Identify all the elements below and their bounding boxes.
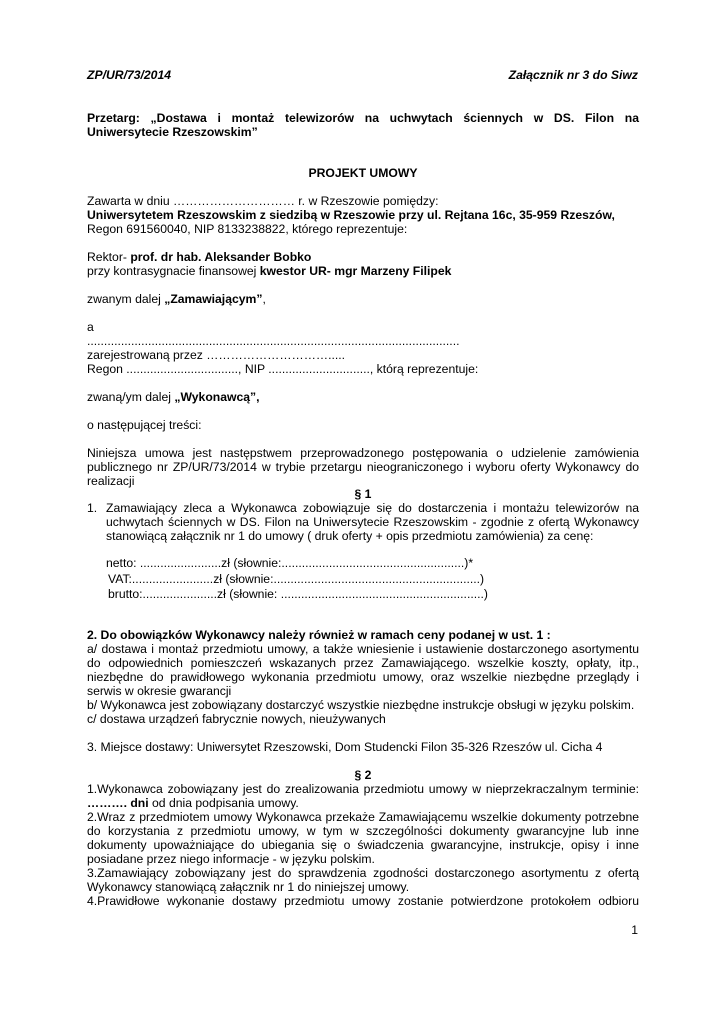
regon-line: Regon 691560040, NIP 8133238822, którego reprezentuje: bbox=[87, 222, 408, 236]
s1-p1-line2: uchwytach ściennych w DS. Filon na Uniwersytecie Rzeszowskim - zgodnie z ofertą Wykonawcy bbox=[106, 515, 639, 529]
s1-p1-line1: Zamawiający zleca a Wykonawca zobowiązuje się do dostarczenia i montażu telewizorów na bbox=[106, 501, 639, 515]
intro-line1: Niniejsza umowa jest następstwem przeprowadzonego postępowania o udzielenie zamówienia bbox=[87, 446, 639, 460]
contractor-name-blank: .............................................................................................................. bbox=[87, 334, 460, 348]
s1-a-line2: do odpowiednich pomieszczeń wskazanych przez Zamawiającego. wszelkie koszty, opłaty, itp., bbox=[87, 656, 639, 670]
university-line: Uniwersytetem Rzeszowskim z siedzibą w Rzeszowie przy ul. Rejtana 16c, 35-959 Rzeszów, bbox=[87, 208, 615, 222]
s1-c-line1: c/ dostawa urządzeń fabrycznie nowych, nieużywanych bbox=[87, 712, 386, 726]
content-line: o następującej treści: bbox=[87, 418, 202, 432]
contractor-name: „Wykonawcą”, bbox=[174, 390, 260, 404]
price-netto: netto: ........................zł (słownie:......................................................)* bbox=[106, 556, 474, 570]
tender-title-line1: Przetarg: „Dostawa i montaż telewizorów na uchwytach ściennych w DS. Filon na bbox=[87, 111, 639, 125]
s2-p1-days: ………. dni bbox=[87, 796, 149, 810]
s2-p1-line1: 1.Wykonawca zobowiązany jest do zrealizowania przedmiotu umowy w nieprzekraczalnym terminie: bbox=[87, 782, 639, 796]
section-2-heading: § 2 bbox=[354, 768, 372, 782]
called-line bbox=[87, 292, 266, 306]
and-line: a bbox=[87, 320, 94, 334]
s2-p2-line1: 2.Wraz z przedmiotem umowy Wykonawca przekaże Zamawiającemu wszelkie dokumenty potrzebne bbox=[87, 810, 639, 824]
rector-label: Rektor- bbox=[87, 250, 131, 264]
s2-p3-line2: Wykonawcy stanowiącą załącznik nr 1 do niniejszej umowy. bbox=[87, 880, 410, 894]
regon-nip-line: Regon ................................., NIP .............................., którą reprezentuje: bbox=[87, 362, 479, 376]
tender-title-line2: Uniwersytecie Rzeszowskim” bbox=[87, 125, 258, 139]
registered-line: zarejestrowaną przez …………………………..... bbox=[87, 348, 346, 362]
reference-number: ZP/UR/73/2014 bbox=[87, 68, 172, 82]
s1-p1-line3: stanowiącą załącznik nr 1 do umowy ( druk oferty + opis przedmiotu zamówienia) za cenę: bbox=[106, 529, 594, 543]
s1-a-line1: a/ dostawa i montaż przedmiotu umowy, a także wniesienie i ustawienie dostarczonego asortymentu bbox=[87, 642, 639, 656]
price-vat: VAT:........................zł (słownie:.............................................................) bbox=[108, 572, 485, 586]
section-1-heading: § 1 bbox=[354, 487, 372, 501]
intro-line2: publicznego nr ZP/UR/73/2014 w trybie przetargu nieograniczonego i wyboru oferty Wykonawcy do bbox=[87, 460, 639, 474]
called-prefix: zwanym dalej bbox=[87, 292, 165, 306]
rector-line bbox=[87, 250, 311, 264]
s1-a-line3: niezbędne do prawidłowego wykonania przedmiotu umowy, oraz wszelkie niezbędne przeglądy i bbox=[87, 670, 639, 684]
contractor-line bbox=[87, 390, 260, 404]
intro-line3: realizacji bbox=[87, 474, 135, 488]
s2-p2-line3: dokumenty upoważniające do ubiegania się o świadczenia gwarancyjne, instrukcje, opisy i inne bbox=[87, 838, 639, 852]
attachment-label: Załącznik nr 3 do Siwz bbox=[508, 68, 638, 82]
s1-b-line1: b/ Wykonawca jest zobowiązany dostarczyć wszystkie niezbędne instrukcje obsługi w języku polskim. bbox=[87, 698, 635, 712]
page-number: 1 bbox=[631, 923, 638, 937]
s1-p2-heading: 2. Do obowiązków Wykonawcy należy również w ramach ceny podanej w ust. 1 : bbox=[87, 628, 551, 642]
price-brutto: brutto:......................zł (słownie: ............................................................) bbox=[108, 587, 488, 601]
cosign-line bbox=[87, 264, 451, 278]
concluded-line: Zawarta w dniu ………………………… r. w Rzeszowie pomiędzy: bbox=[87, 194, 439, 208]
contractor-prefix: zwaną/ym dalej bbox=[87, 390, 175, 404]
s2-p2-line2: do korzystania z przedmiotu umowy, w tym w szczególności dokumenty gwarancyjne lub inne bbox=[87, 824, 639, 838]
called-name: „Zamawiającym” bbox=[164, 292, 263, 306]
cosign-label: przy kontrasygnacie finansowej bbox=[87, 264, 260, 278]
cosign-name: kwestor UR- mgr Marzeny Filipek bbox=[259, 264, 452, 278]
document-title: PROJEKT UMOWY bbox=[308, 166, 418, 180]
s2-p4-line1: 4.Prawidłowe wykonanie dostawy przedmiotu umowy zostanie potwierdzone protokołem odbioru bbox=[87, 894, 639, 908]
called-suffix: , bbox=[262, 292, 266, 306]
s2-p2-line4: posiadane przez niego informacje - w języku polskim. bbox=[87, 852, 375, 866]
s2-p1-rest: od dnia podpisania umowy. bbox=[148, 796, 299, 810]
s1-a-line4: serwis w okresie gwarancji bbox=[87, 684, 232, 698]
s1-p3-delivery: 3. Miejsce dostawy: Uniwersytet Rzeszowski, Dom Studencki Filon 35-326 Rzeszów ul. Cicha 4 bbox=[87, 740, 603, 754]
s2-p3-line1: 3.Zamawiający zobowiązany jest do sprawdzenia zgodności dostarczonego asortymentu z ofertą bbox=[87, 866, 639, 880]
s1-p1-number: 1. bbox=[87, 501, 98, 515]
s2-p1-line2 bbox=[87, 796, 299, 810]
rector-name: prof. dr hab. Aleksander Bobko bbox=[130, 250, 312, 264]
